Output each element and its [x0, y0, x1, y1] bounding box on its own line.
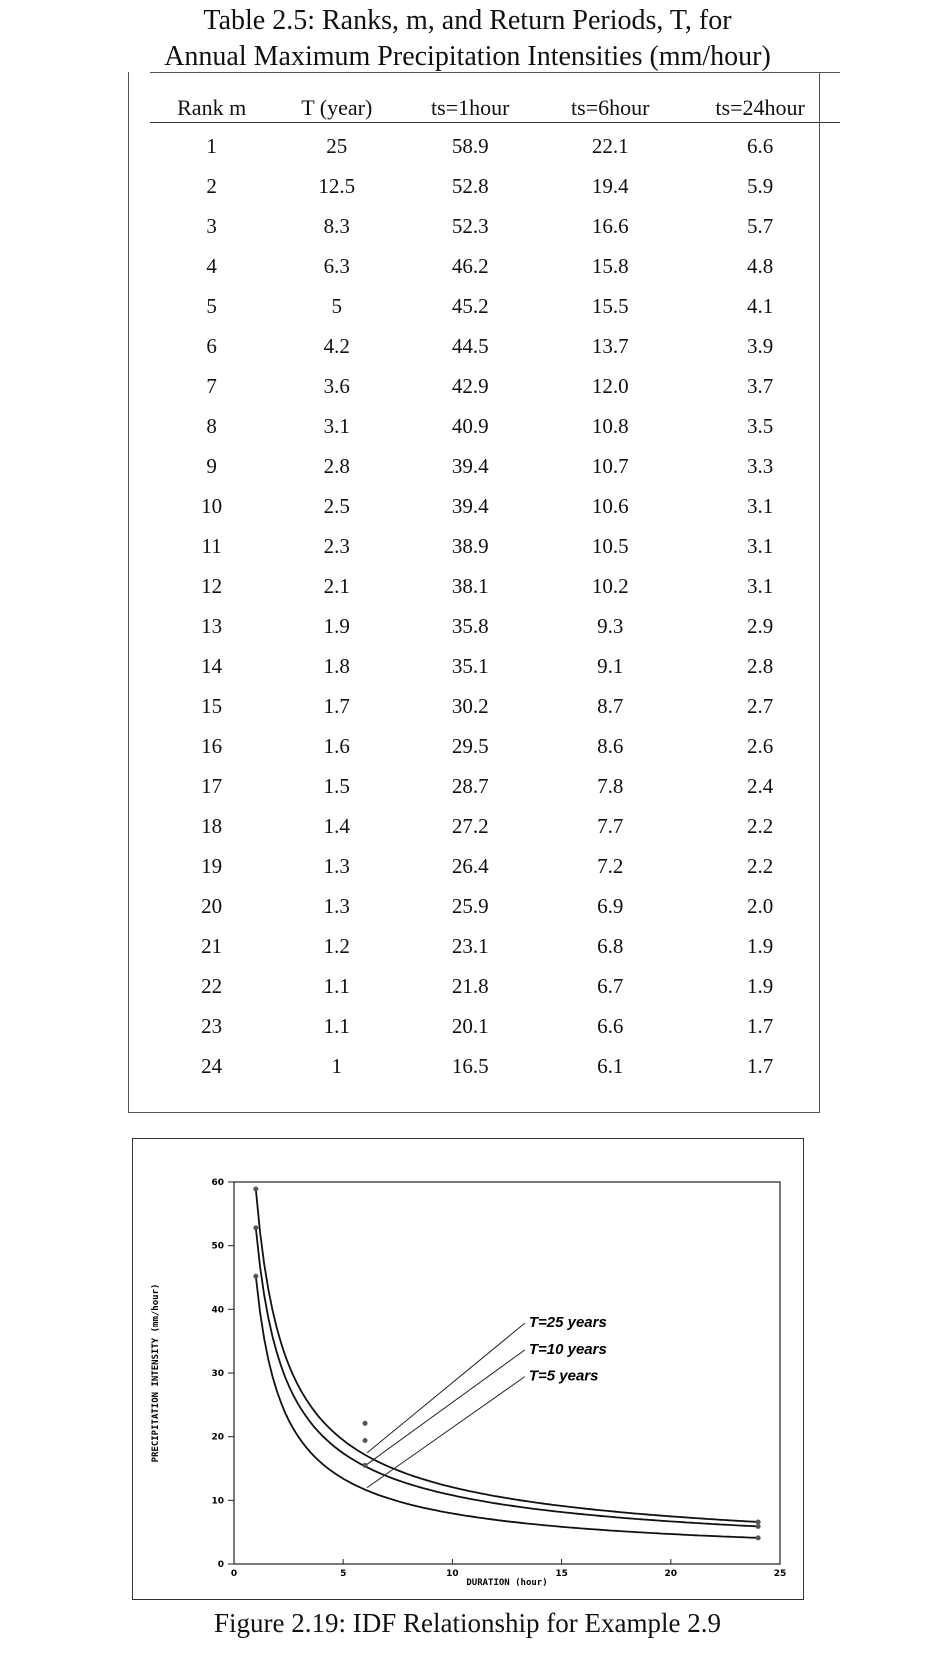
- y-tick-label: 30: [211, 1369, 224, 1379]
- series-line: [256, 1189, 758, 1522]
- cell-rank: 20: [201, 893, 223, 918]
- y-tick-label: 60: [211, 1178, 224, 1188]
- table-row: [150, 806, 840, 846]
- cell-rank: 10: [201, 493, 223, 518]
- cell-ts-24hour: 2.4: [747, 773, 774, 798]
- cell-ts-24hour: 6.6: [747, 133, 774, 158]
- x-tick-label: 15: [555, 1569, 568, 1579]
- cell-ts-6hour: 7.2: [597, 853, 624, 878]
- cell-ts-24hour: 5.7: [747, 213, 774, 238]
- table-caption-line2: Annual Maximum Precipitation Intensities (mm/hour): [164, 41, 771, 72]
- cell-ts-6hour: 10.6: [591, 493, 629, 518]
- cell-rank: 15: [201, 693, 223, 718]
- cell-rank: 14: [201, 653, 223, 678]
- cell-ts-6hour: 10.8: [591, 413, 629, 438]
- table-row: [150, 526, 840, 566]
- cell-ts-6hour: 6.7: [597, 973, 624, 998]
- cell-ts-24hour: 2.0: [747, 893, 774, 918]
- cell-return-period: 25: [326, 133, 348, 158]
- cell-ts-1hour: 58.9: [451, 133, 489, 158]
- table-row: [150, 686, 840, 726]
- cell-ts-24hour: 2.9: [747, 613, 774, 638]
- cell-ts-1hour: 16.5: [451, 1053, 489, 1078]
- cell-return-period: 1.2: [323, 933, 350, 958]
- cell-ts-6hour: 6.6: [597, 1013, 624, 1038]
- data-point: [253, 1187, 258, 1192]
- table-row: [150, 206, 840, 246]
- cell-rank: 13: [201, 613, 223, 638]
- cell-return-period: 3.1: [323, 413, 350, 438]
- cell-return-period: 3.6: [323, 373, 350, 398]
- cell-ts-1hour: 52.8: [451, 173, 489, 198]
- table-row: [150, 326, 840, 366]
- header-rank: Rank m: [177, 95, 247, 120]
- cell-ts-24hour: 1.9: [747, 973, 774, 998]
- table-row: [150, 246, 840, 286]
- cell-return-period: 2.3: [323, 533, 350, 558]
- cell-ts-6hour: 7.8: [597, 773, 624, 798]
- cell-ts-1hour: 25.9: [451, 893, 489, 918]
- cell-return-period: 1.1: [323, 973, 350, 998]
- cell-return-period: 1.8: [323, 653, 350, 678]
- cell-ts-1hour: 39.4: [451, 493, 489, 518]
- data-point: [756, 1519, 761, 1524]
- cell-ts-6hour: 6.8: [597, 933, 624, 958]
- cell-rank: 16: [201, 733, 223, 758]
- header-ts-6hour: ts=6hour: [571, 95, 650, 120]
- y-tick-label: 0: [217, 1560, 224, 1570]
- cell-ts-24hour: 3.3: [747, 453, 774, 478]
- data-point: [756, 1535, 761, 1540]
- cell-rank: 24: [201, 1053, 223, 1078]
- cell-ts-1hour: 30.2: [451, 693, 489, 718]
- table-top-rule: [150, 72, 840, 73]
- cell-return-period: 1.3: [323, 853, 350, 878]
- cell-ts-6hour: 15.8: [591, 253, 629, 278]
- cell-return-period: 4.2: [323, 333, 350, 358]
- cell-ts-1hour: 26.4: [451, 853, 489, 878]
- cell-rank: 1: [206, 133, 217, 158]
- y-tick-label: 10: [211, 1496, 224, 1507]
- cell-ts-24hour: 3.9: [747, 333, 774, 358]
- cell-ts-6hour: 9.1: [597, 653, 624, 678]
- cell-ts-1hour: 23.1: [451, 933, 489, 958]
- cell-ts-1hour: 29.5: [451, 733, 489, 758]
- cell-rank: 4: [206, 253, 217, 278]
- cell-return-period: 1.6: [323, 733, 350, 758]
- cell-ts-1hour: 44.5: [451, 333, 489, 358]
- cell-ts-1hour: 28.7: [451, 773, 489, 798]
- cell-return-period: 12.5: [318, 173, 356, 198]
- header-ts-1hour: ts=1hour: [431, 95, 510, 120]
- cell-ts-1hour: 46.2: [451, 253, 489, 278]
- series-label: T=25 years: [528, 1314, 607, 1332]
- table-row: [150, 446, 840, 486]
- cell-ts-6hour: 12.0: [591, 373, 629, 398]
- cell-ts-6hour: 10.5: [591, 533, 629, 558]
- header-ts-24hour: ts=24hour: [715, 95, 805, 120]
- x-tick-label: 25: [773, 1569, 787, 1579]
- series-line: [256, 1228, 758, 1527]
- cell-rank: 23: [201, 1013, 223, 1038]
- cell-ts-24hour: 3.7: [747, 373, 774, 398]
- cell-return-period: 2.1: [323, 573, 350, 598]
- cell-ts-6hour: 19.4: [591, 173, 629, 198]
- cell-ts-1hour: 42.9: [451, 373, 489, 398]
- cell-ts-6hour: 6.1: [597, 1053, 624, 1078]
- cell-ts-6hour: 6.9: [597, 893, 624, 918]
- cell-ts-1hour: 35.1: [451, 653, 489, 678]
- data-table: [150, 90, 840, 1086]
- cell-return-period: 1.9: [323, 613, 350, 638]
- data-point: [253, 1274, 258, 1279]
- table-row: [150, 166, 840, 206]
- cell-rank: 7: [206, 373, 217, 398]
- cell-rank: 12: [201, 573, 223, 598]
- table-row: [150, 566, 840, 606]
- x-tick-label: 5: [340, 1569, 347, 1579]
- cell-return-period: 1.1: [323, 1013, 350, 1038]
- cell-rank: 18: [201, 813, 223, 838]
- cell-ts-24hour: 2.6: [747, 733, 774, 758]
- cell-ts-24hour: 1.7: [747, 1013, 774, 1038]
- cell-ts-6hour: 15.5: [591, 293, 629, 318]
- data-point: [363, 1421, 368, 1426]
- cell-return-period: 1.5: [323, 773, 350, 798]
- cell-ts-24hour: 2.8: [747, 653, 774, 678]
- series-label: T=10 years: [528, 1340, 607, 1358]
- cell-ts-6hour: 10.2: [591, 573, 629, 598]
- data-point: [363, 1438, 368, 1443]
- cell-ts-6hour: 22.1: [591, 133, 629, 158]
- cell-ts-1hour: 35.8: [451, 613, 489, 638]
- cell-return-period: 2.5: [323, 493, 350, 518]
- idf-chart: [132, 1138, 802, 1598]
- cell-ts-1hour: 38.1: [451, 573, 489, 598]
- cell-ts-24hour: 2.7: [747, 693, 774, 718]
- x-axis-label: DURATION (hour): [466, 1578, 548, 1588]
- data-point: [253, 1225, 258, 1230]
- table-row: [150, 606, 840, 646]
- cell-return-period: 1.3: [323, 893, 350, 918]
- table-row: [150, 966, 840, 1006]
- cell-ts-6hour: 10.7: [591, 453, 629, 478]
- cell-rank: 2: [206, 173, 217, 198]
- cell-ts-6hour: 7.7: [597, 813, 624, 838]
- table-header-row: [150, 90, 840, 126]
- cell-ts-24hour: 1.7: [747, 1053, 774, 1078]
- cell-return-period: 8.3: [323, 213, 350, 238]
- cell-rank: 3: [206, 213, 217, 238]
- cell-rank: 22: [201, 973, 223, 998]
- cell-rank: 19: [201, 853, 223, 878]
- cell-rank: 9: [206, 453, 217, 478]
- y-tick-label: 40: [211, 1305, 224, 1316]
- table-row: [150, 286, 840, 326]
- cell-rank: 5: [206, 293, 217, 318]
- cell-return-period: 2.8: [323, 453, 350, 478]
- table-row: [150, 646, 840, 686]
- table-row: [150, 406, 840, 446]
- x-tick-label: 10: [446, 1569, 459, 1579]
- cell-ts-1hour: 52.3: [451, 213, 489, 238]
- data-point: [363, 1463, 368, 1468]
- x-tick-label: 20: [664, 1569, 678, 1579]
- cell-return-period: 1: [331, 1053, 343, 1078]
- cell-ts-6hour: 16.6: [591, 213, 629, 238]
- table-row: [150, 486, 840, 526]
- table-row: [150, 126, 840, 166]
- cell-rank: 21: [201, 933, 223, 958]
- y-axis-label: PRECIPITATION INTENSITY (mm/hour): [151, 1283, 161, 1463]
- cell-ts-24hour: 2.2: [747, 853, 774, 878]
- plot-area-border: [234, 1182, 780, 1564]
- cell-return-period: 6.3: [323, 253, 350, 278]
- cell-ts-6hour: 13.7: [591, 333, 629, 358]
- cell-ts-24hour: 3.1: [747, 493, 774, 518]
- table-row: [150, 766, 840, 806]
- table-row: [150, 926, 840, 966]
- y-tick-label: 20: [211, 1432, 224, 1443]
- cell-ts-24hour: 3.5: [747, 413, 774, 438]
- data-point: [756, 1524, 761, 1529]
- cell-ts-1hour: 39.4: [451, 453, 489, 478]
- series-leader-line: [367, 1323, 525, 1453]
- cell-rank: 17: [201, 773, 223, 798]
- cell-ts-24hour: 3.1: [747, 533, 774, 558]
- y-tick-label: 50: [211, 1241, 224, 1252]
- series-leader-line: [367, 1377, 525, 1488]
- cell-ts-24hour: 2.2: [747, 813, 774, 838]
- cell-rank: 6: [206, 333, 217, 358]
- table-row: [150, 846, 840, 886]
- table-row: [150, 726, 840, 766]
- cell-ts-6hour: 9.3: [597, 613, 624, 638]
- cell-ts-6hour: 8.6: [597, 733, 624, 758]
- cell-ts-24hour: 1.9: [747, 933, 774, 958]
- cell-rank: 11: [201, 533, 222, 558]
- cell-ts-24hour: 4.1: [747, 293, 774, 318]
- cell-ts-1hour: 40.9: [451, 413, 489, 438]
- cell-ts-1hour: 27.2: [451, 813, 489, 838]
- cell-ts-6hour: 8.7: [597, 693, 624, 718]
- series-leader-line: [367, 1350, 525, 1464]
- cell-return-period: 1.4: [323, 813, 350, 838]
- cell-ts-24hour: 5.9: [747, 173, 774, 198]
- table-row: [150, 886, 840, 926]
- table-row: [150, 1006, 840, 1046]
- figure-caption: Figure 2.19: IDF Relationship for Example 2.9: [214, 1608, 721, 1638]
- cell-ts-1hour: 45.2: [451, 293, 489, 318]
- table-row: [150, 1046, 840, 1086]
- cell-ts-1hour: 38.9: [451, 533, 489, 558]
- series-label: T=5 years: [528, 1367, 599, 1385]
- cell-ts-24hour: 4.8: [747, 253, 774, 278]
- cell-return-period: 1.7: [323, 693, 350, 718]
- table-row: [150, 366, 840, 406]
- cell-ts-1hour: 20.1: [451, 1013, 489, 1038]
- x-tick-label: 0: [230, 1569, 238, 1579]
- cell-ts-1hour: 21.8: [451, 973, 489, 998]
- cell-rank: 8: [206, 413, 217, 438]
- table-body: [150, 126, 840, 1086]
- cell-ts-24hour: 3.1: [747, 573, 774, 598]
- cell-return-period: 5: [331, 293, 343, 318]
- header-return-period: T (year): [301, 95, 373, 120]
- table-caption-line1: Table 2.5: Ranks, m, and Return Periods, T, for: [203, 5, 732, 36]
